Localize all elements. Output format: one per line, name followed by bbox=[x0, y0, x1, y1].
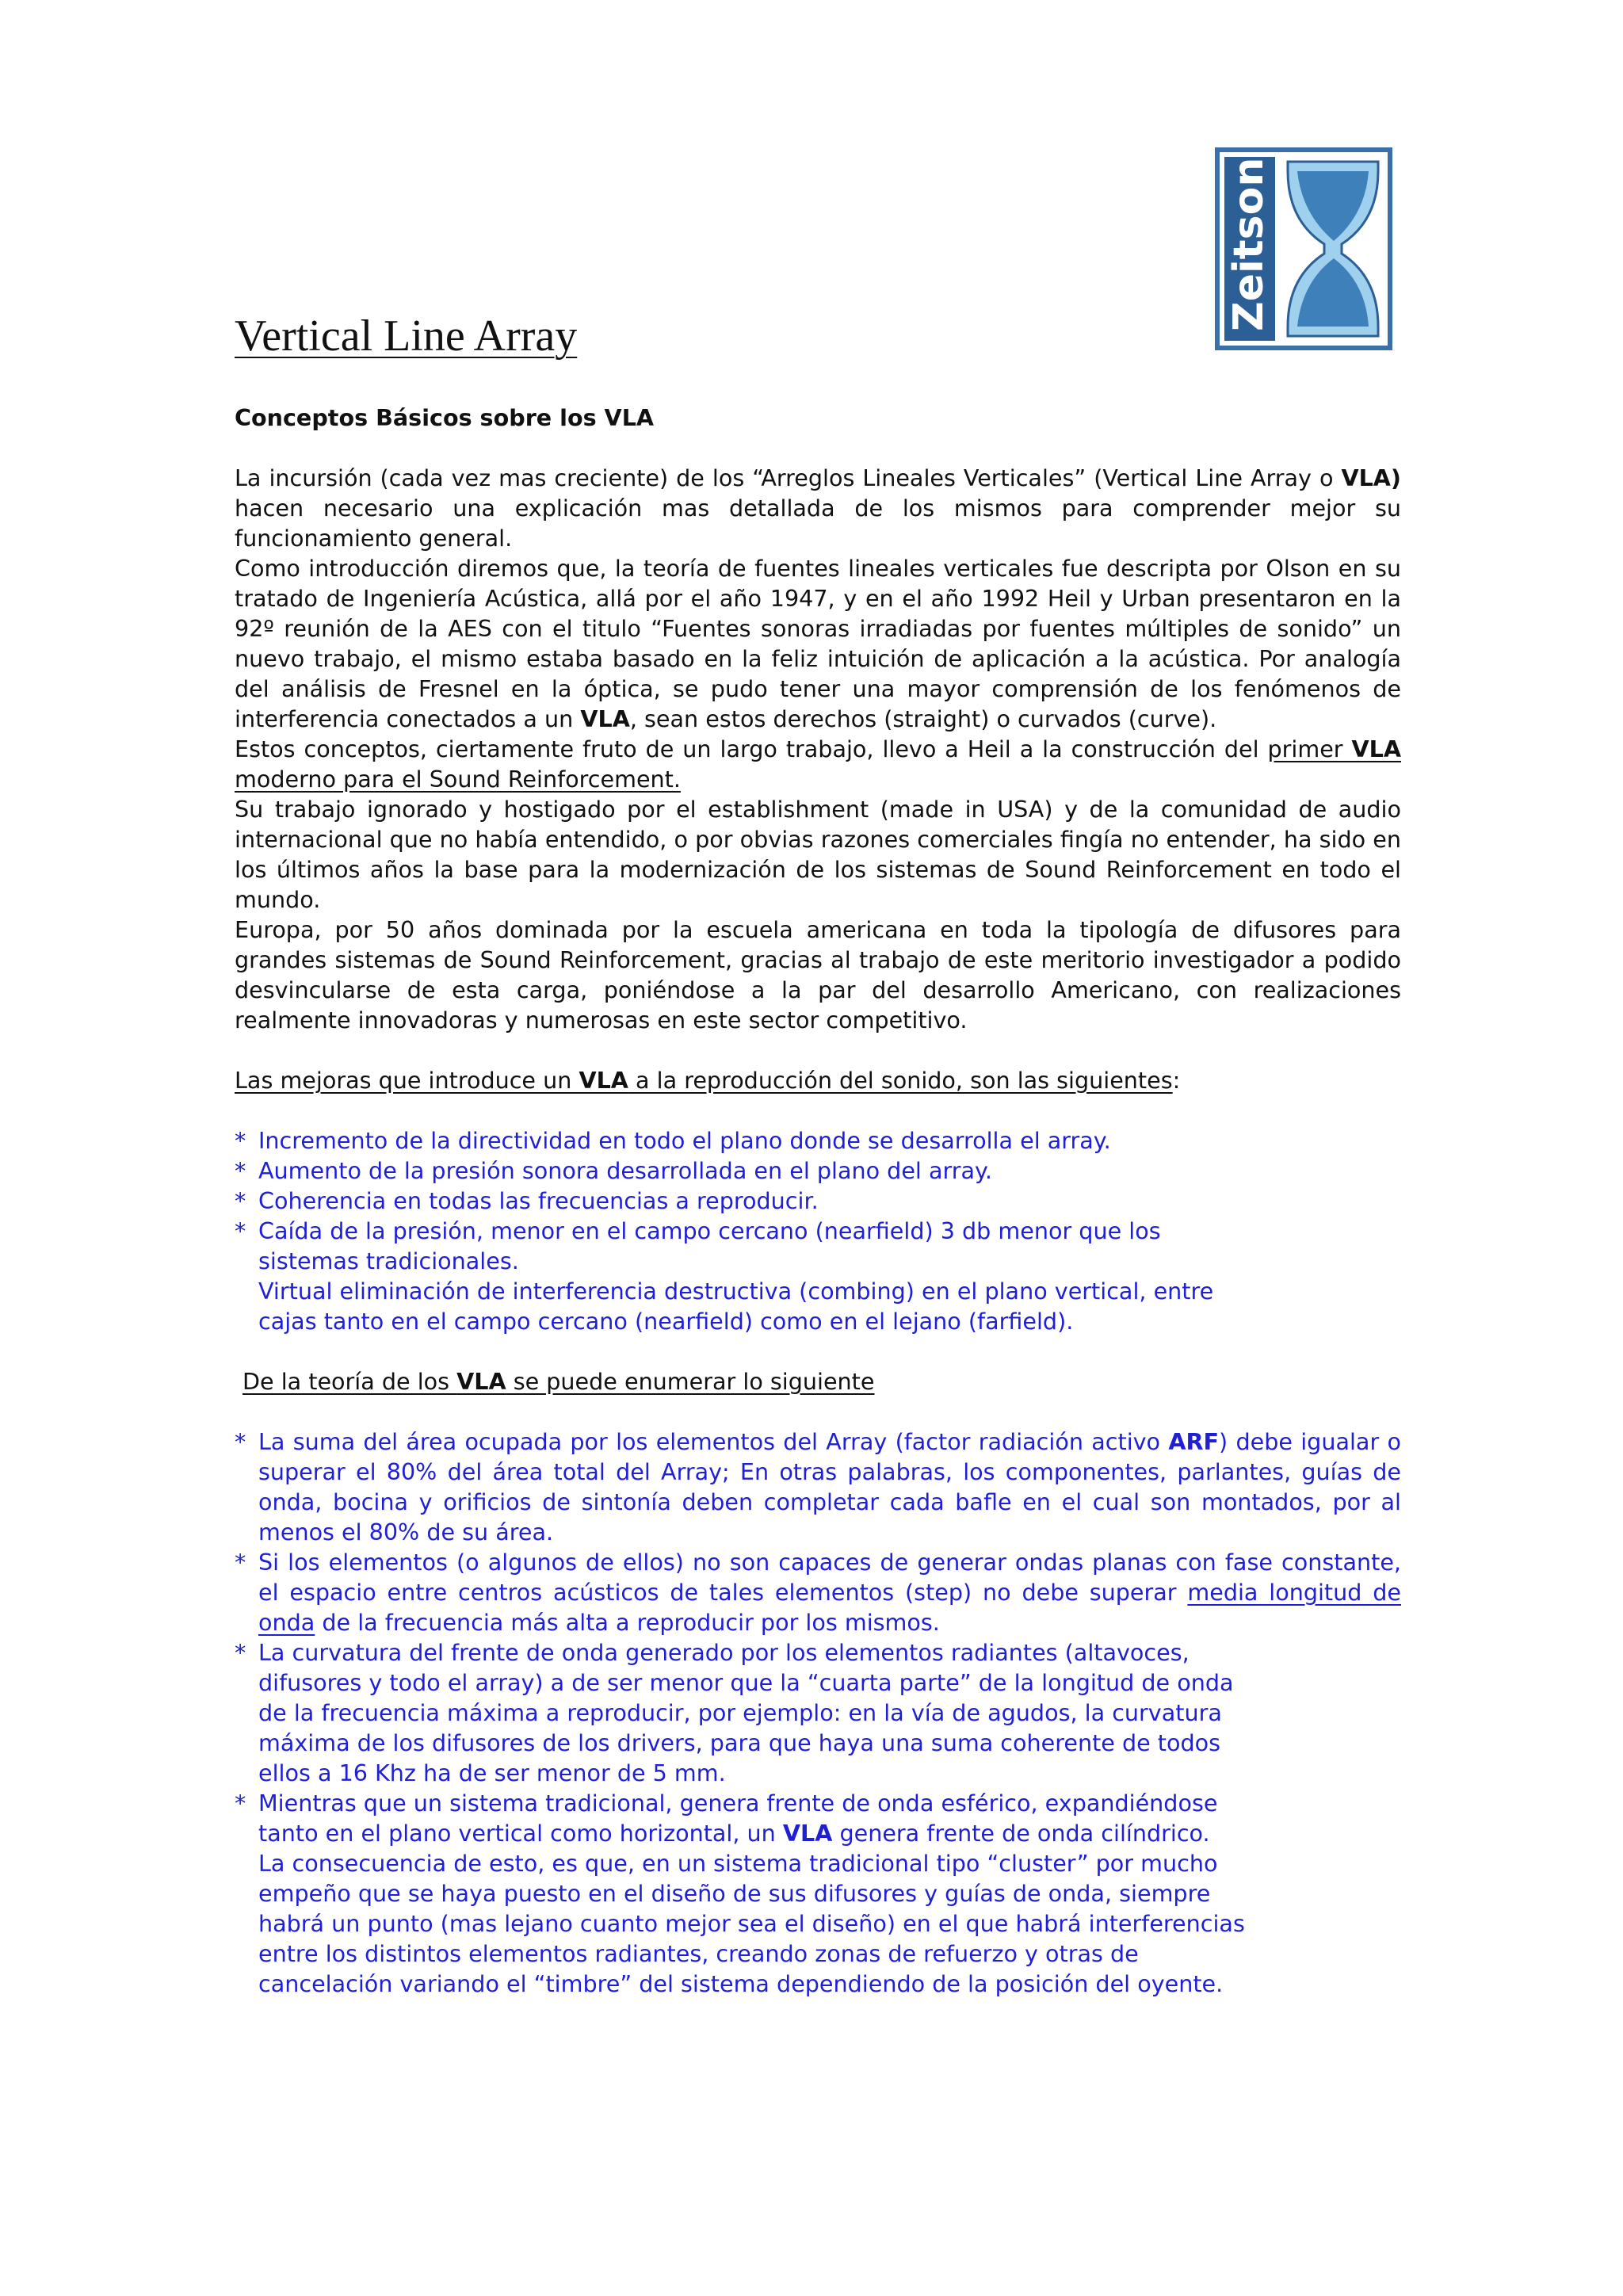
page-title: Vertical Line Array bbox=[235, 311, 578, 361]
section-heading: De la teoría de los VLA se puede enumerar lo siguiente bbox=[242, 1368, 875, 1395]
list-item: * La curvatura del frente de onda generado por los elementos radiantes (altavoces, difusores y todo el array) a de ser menor que la “cuarta parte” de la longitud de onda de la frecuencia máxima a reproducir, por ejemplo: en la vía de agudos, la curvatura máxima de los difusores de los drivers, para que haya una suma coherente de todos ellos a 16 Khz ha de ser menor de 5 mm. bbox=[235, 1639, 1234, 1786]
list-item: * Coherencia en todas las frecuencias a reproducir. bbox=[235, 1187, 819, 1214]
paragraph: Europa, por 50 años dominada por la escuela americana en toda la tipología de difusores para grandes sistemas de Sound Reinforcement, gracias al trabajo de este meritorio investigador a podido desvincularse de esta carga, poniéndose a la par del desarrollo Americano, con realizaciones realmente innovadoras y numerosas en este sector competitivo. bbox=[235, 916, 1401, 1033]
section-heading: Las mejoras que introduce un VLA a la reproducción del sonido, son las siguientes: bbox=[235, 1067, 1181, 1094]
paragraph: Estos conceptos, ciertamente fruto de un largo trabajo, llevo a Heil a la construcción del primer VLA moderno para el Sound Reinforcement. bbox=[235, 735, 1401, 793]
improvements-list bbox=[235, 1125, 1401, 1336]
zeitson-logo bbox=[1215, 147, 1392, 350]
list-item: * La suma del área ocupada por los elementos del Array (factor radiación activo ARF) debe igualar o superar el 80% del área total del Array; En otras palabras, los componentes, parlantes, guías de onda, bocina y orificios de sintonía deben completar cada bafle en el cual son montados, por al menos el 80% de su área. bbox=[235, 1428, 1401, 1545]
logo-text: Zeitson bbox=[1225, 157, 1273, 331]
section-heading: Conceptos Básicos sobre los VLA bbox=[235, 404, 655, 431]
paragraph: Como introducción diremos que, la teoría de fuentes lineales verticales fue descripta por Olson en su tratado de Ingeniería Acústica, allá por el año 1947, y en el año 1992 Heil y Urban presentaron en la 92º reunión de la AES con el titulo “Fuentes sonoras irradiadas por fuentes múltiples de sonido” un nuevo trabajo, el mismo estaba basado en la feliz intuición de aplicación a la acústica. Por analogía del análisis de Fresnel en la óptica, se pudo tener una mayor comprensión de los fenómenos de interferencia conectados a un VLA, sean estos derechos (straight) o curvados (curve). bbox=[235, 555, 1401, 732]
list-item: * Incremento de la directividad en todo el plano donde se desarrolla el array. bbox=[235, 1127, 1111, 1154]
document-body bbox=[235, 403, 1401, 1999]
list-item: * Caída de la presión, menor en el campo cercano (nearfield) 3 db menor que los sistemas tradicionales. Virtual eliminación de interferencia destructiva (combing) en el plano vertical, entre cajas tanto en el campo cercano (nearfield) como en el lejano (farfield). bbox=[235, 1217, 1214, 1335]
list-item: * Aumento de la presión sonora desarrollada en el plano del array. bbox=[235, 1157, 992, 1184]
list-item: * Mientras que un sistema tradicional, genera frente de onda esférico, expandiéndose tanto en el plano vertical como horizontal, un VLA genera frente de onda cilíndrico. La consecuencia de esto, es que, en un sistema tradicional tipo “cluster” por mucho empeño que se haya puesto en el diseño de sus difusores y guías de onda, siempre habrá un punto (mas lejano cuanto mejor sea el diseño) en el que habrá interferencias entre los distintos elementos radiantes, creando zonas de refuerzo y otras de cancelación variando el “timbre” del sistema dependiendo de la posición del oyente. bbox=[235, 1790, 1245, 1997]
paragraph: La incursión (cada vez mas creciente) de los “Arreglos Lineales Verticales” (Vertical Line Array o VLA) hacen necesario una explicación mas detallada de los mismos para comprender mejor su funcionamiento general. bbox=[235, 464, 1401, 552]
paragraph: Su trabajo ignorado y hostigado por el establishment (made in USA) y de la comunidad de audio internacional que no había entendido, o por obvias razones comerciales fingía no entender, ha sido en los últimos años la base para la modernización de los sistemas de Sound Reinforcement en todo el mundo. bbox=[235, 796, 1401, 913]
list-item: * Si los elementos (o algunos de ellos) no son capaces de generar ondas planas con fase constante, el espacio entre centros acústicos de tales elementos (step) no debe superar media longitud de onda de la frecuencia más alta a reproducir por los mismos. bbox=[235, 1549, 1401, 1636]
theory-list bbox=[235, 1427, 1401, 1999]
